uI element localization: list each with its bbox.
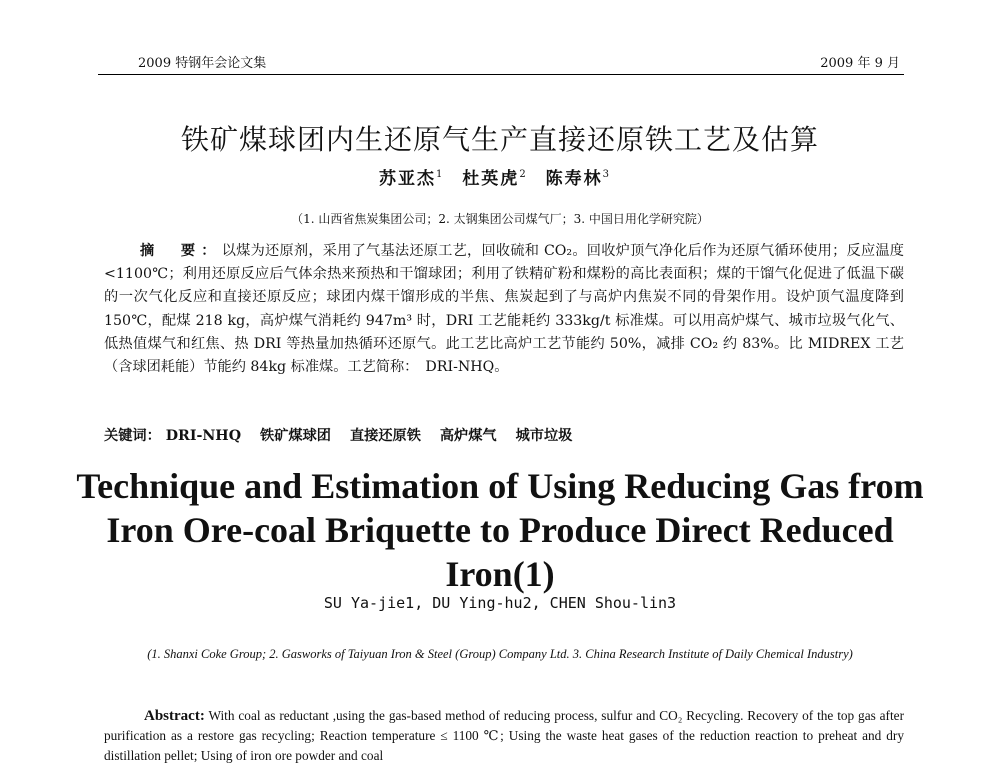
keywords-chinese [104,425,904,445]
title-chinese: 铁矿煤球团内生还原气生产直接还原铁工艺及估算 [180,123,819,156]
keyword: 直接还原铁 [349,428,421,444]
keyword: 铁矿煤球团 [260,428,331,444]
header-proceedings-title: 2009 特钢年会论文集 [138,56,267,71]
abstract-chinese [104,240,904,379]
abstract-text-english: With coal as reductant ,using the gas-based method of reducing process, sulfur and CO₂ Recycling. Recovery of the top gas after purification as a restore gas recycling; Reaction temperature ≤ 1100 ℃; Using the waste heat gases of the reduction reaction to preheat and dry distillation pellet; Using of iron ore powder and coal [104,708,904,763]
abstract-label: 摘 要： [140,243,222,259]
author-affil-index: 3 [602,169,611,181]
title-english: Technique and Estimation of Using Reducing Gas from Iron Ore-coal Briquette to Produce Direct Reduced Iron(1) [76,466,924,594]
abstract-text: 以煤为还原剂，采用了气基法还原工艺，回收硫和 CO₂。回收炉顶气净化后作为还原气循环使用；反应温度<1100℃；利用还原反应后气体余热来预热和干馏球团；利用了铁精矿粉和煤粉的高比表面积；煤的干馏气化促进了低温下碳的一次气化反应和直接还原反应；球团内煤干馏形成的半焦、焦炭起到了与高炉内焦炭不同的骨架作用。设炉顶气温度降到 150℃，配煤 218 kg，高炉煤气消耗约 947m³ 时，DRI 工艺能耗约 333kg/t 标准煤。可以用高炉煤气、城市垃圾气化气、低热值煤气和红焦、热 DRI 等热量加热循环还原气。此工艺比高炉工艺节能约 50%，减排 CO₂ 约 83%。比 MIDREX 工艺（含球团耗能）节能约 84kg 标准煤。工艺简称： DRI-NHQ。 [104,243,904,376]
abstract-label-english: Abstract: [144,708,205,724]
author-name: 杜英虎 [462,169,520,189]
affiliations-chinese: （1. 山西省焦炭集团公司；2. 太钢集团公司煤气厂；3. 中国日用化学研究院） [291,212,709,226]
author-affil-index: 2 [519,169,528,181]
keywords-label: 关键词： [104,428,161,444]
header-date: 2009 年 9 月 [820,56,900,71]
authors-chinese [0,164,1000,189]
keyword: 高炉煤气 [439,428,497,444]
affiliations-english: (1. Shanxi Coke Group; 2. Gasworks of Taiyuan Iron & Steel (Group) Company Ltd. 3. China Research Institute of Daily Chemical Industry) [147,647,853,661]
keyword: DRI-NHQ [165,428,242,444]
author-affil-index: 1 [436,169,445,181]
abstract-english [104,706,904,766]
author-name: 苏亚杰 [379,169,437,189]
keyword: 城市垃圾 [515,428,573,444]
author-name: 陈寿林 [545,169,603,189]
running-header [98,44,904,75]
authors-english: SU Ya-jie1, DU Ying-hu2, CHEN Shou-lin3 [323,594,677,612]
